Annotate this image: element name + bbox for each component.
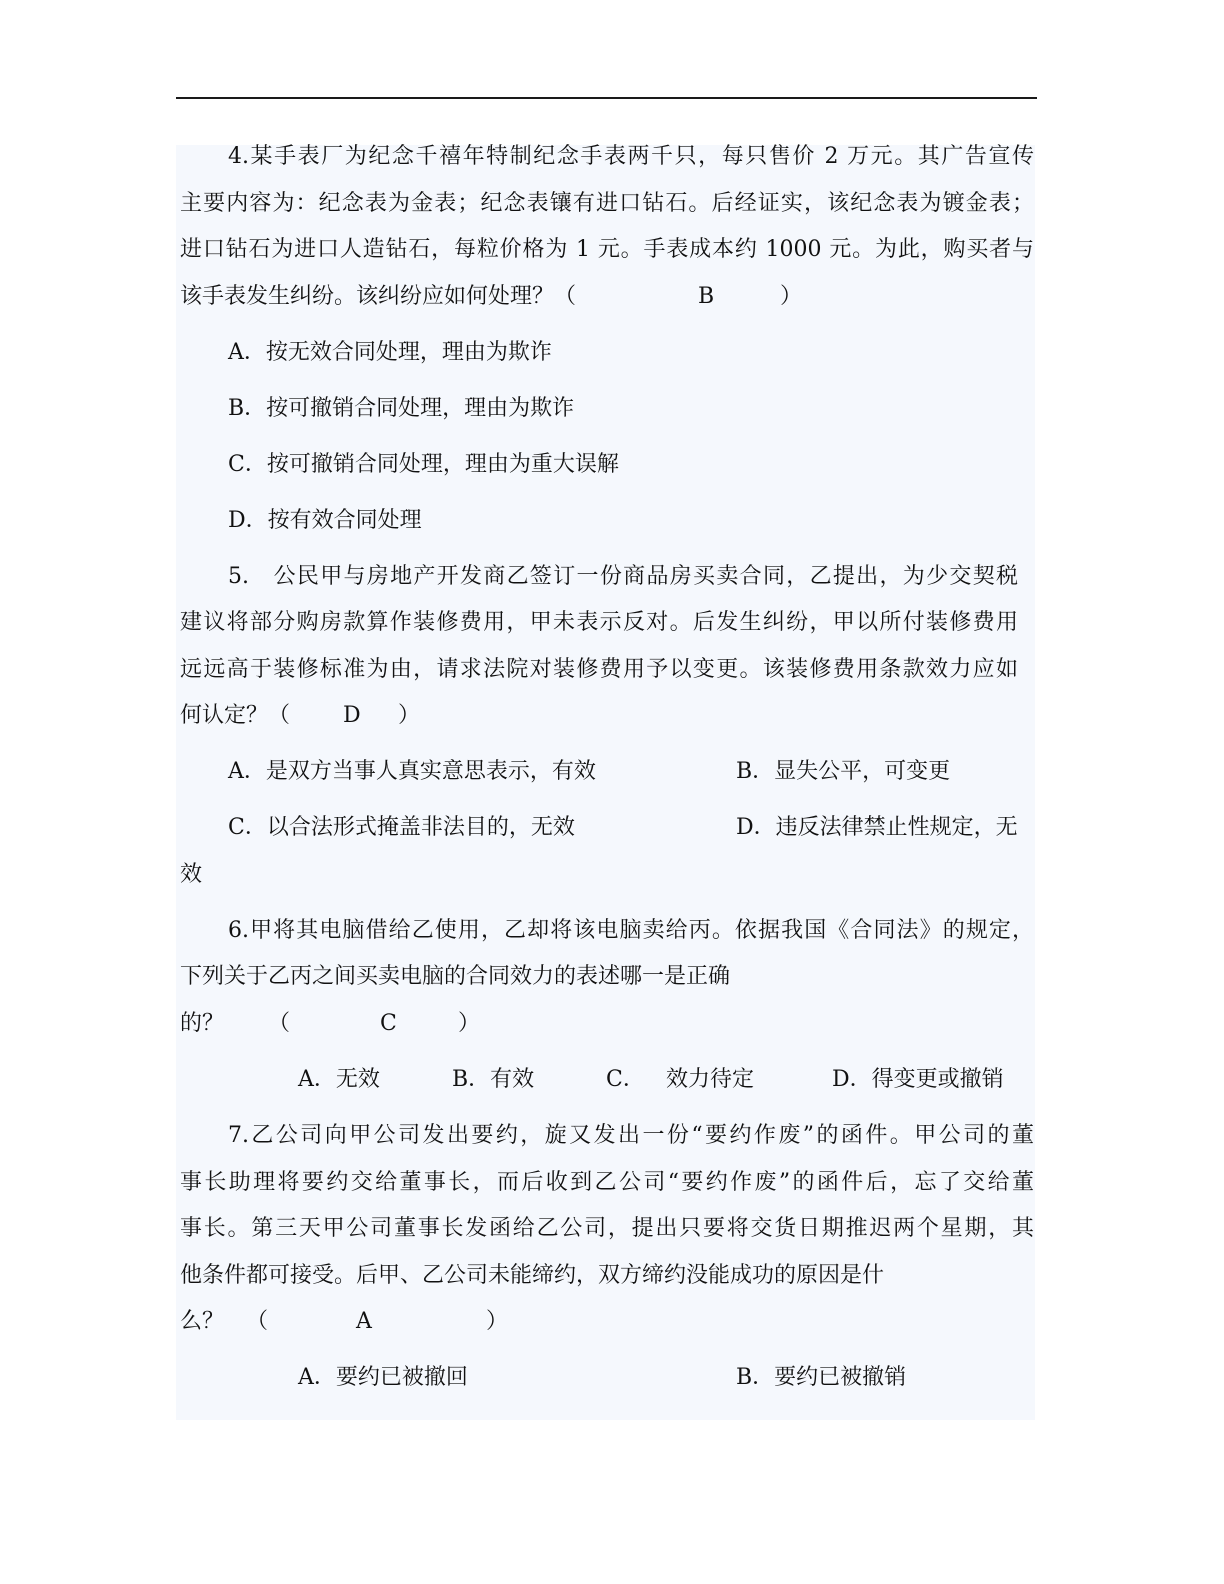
q7-line-4: 他条件都可接受。后甲、乙公司未能缔约，双方缔约没能成功的原因是什 <box>180 1263 885 1288</box>
q7-line-5: 么？ <box>180 1309 225 1334</box>
q5-option-a: A．是双方当事人真实意思表示，有效 <box>228 759 596 784</box>
q7-line-3: 事长。第三天甲公司董事长发函给乙公司，提出只要将交货日期推迟两个星期，其 <box>180 1216 1034 1241</box>
q4-close-paren: ） <box>780 284 803 309</box>
q7-option-b: B．要约已被撤销 <box>736 1365 907 1390</box>
q6-open-paren: （ <box>268 1011 291 1036</box>
q7-close-paren: ） <box>486 1309 509 1334</box>
q6-line-1: 6.甲将其电脑借给乙使用，乙却将该电脑卖给丙。依据我国《合同法》的规定， <box>228 918 1034 943</box>
q6-option-c-text: 效力待定 <box>666 1067 755 1092</box>
q7-open-paren: （ <box>246 1309 269 1334</box>
q4-line-1: 4.某手表厂为纪念千禧年特制纪念手表两千只，每只售价 2 万元。其广告宣传 <box>228 144 1034 169</box>
q6-option-b: B．有效 <box>452 1067 535 1092</box>
q7-answer: A <box>356 1309 372 1334</box>
q4-option-a: A．按无效合同处理，理由为欺诈 <box>228 340 552 365</box>
q7-line-2: 事长助理将要约交给董事长，而后收到乙公司“要约作废”的函件后，忘了交给董 <box>180 1170 1034 1195</box>
header-rule <box>176 97 1037 99</box>
q4-option-b: B．按可撤销合同处理，理由为欺诈 <box>228 396 575 421</box>
q4-line-3: 进口钻石为进口人造钻石，每粒价格为 1 元。手表成本约 1000 元。为此，购买者与 <box>180 237 1034 262</box>
q5-line-2: 建议将部分购房款算作装修费用，甲未表示反对。后发生纠纷，甲以所付装修费用 <box>180 610 1018 635</box>
q4-answer: B <box>698 284 715 309</box>
q5-line-4: 何认定？（ <box>180 703 291 728</box>
q4-line-4: 该手表发生纠纷。该纠纷应如何处理？（ <box>180 284 577 309</box>
q5-line-3: 远远高于装修标准为由，请求法院对装修费用予以变更。该装修费用条款效力应如 <box>180 657 1018 682</box>
q6-answer: C <box>380 1011 397 1036</box>
q5-answer: D <box>343 703 361 728</box>
q6-close-paren: ） <box>458 1011 481 1036</box>
q5-line-1: 5. 公民甲与房地产开发商乙签订一份商品房买卖合同，乙提出，为少交契税 <box>228 564 1018 589</box>
q6-line-3: 的？ <box>180 1011 225 1036</box>
q5-option-d: D．违反法律禁止性规定，无 <box>736 815 1018 840</box>
q5-option-d-continued: 效 <box>180 862 203 887</box>
q5-option-c: C．以合法形式掩盖非法目的，无效 <box>228 815 575 840</box>
q7-option-a: A．要约已被撤回 <box>298 1365 468 1390</box>
q6-option-d: D．得变更或撤销 <box>832 1067 1004 1092</box>
q6-line-2: 下列关于乙丙之间买卖电脑的合同效力的表述哪一是正确 <box>180 964 731 989</box>
q4-option-d: D．按有效合同处理 <box>228 508 422 533</box>
q7-line-1: 7.乙公司向甲公司发出要约，旋又发出一份“要约作废”的函件。甲公司的董 <box>228 1123 1034 1148</box>
q6-option-c-label: C． <box>606 1067 645 1092</box>
q5-close-paren: ） <box>398 703 421 728</box>
q4-line-2: 主要内容为：纪念表为金表；纪念表镶有进口钻石。后经证实，该纪念表为镀金表； <box>180 191 1034 216</box>
q5-option-b: B．显失公平，可变更 <box>736 759 951 784</box>
q6-option-a: A．无效 <box>298 1067 380 1092</box>
q4-option-c: C．按可撤销合同处理，理由为重大误解 <box>228 452 619 477</box>
